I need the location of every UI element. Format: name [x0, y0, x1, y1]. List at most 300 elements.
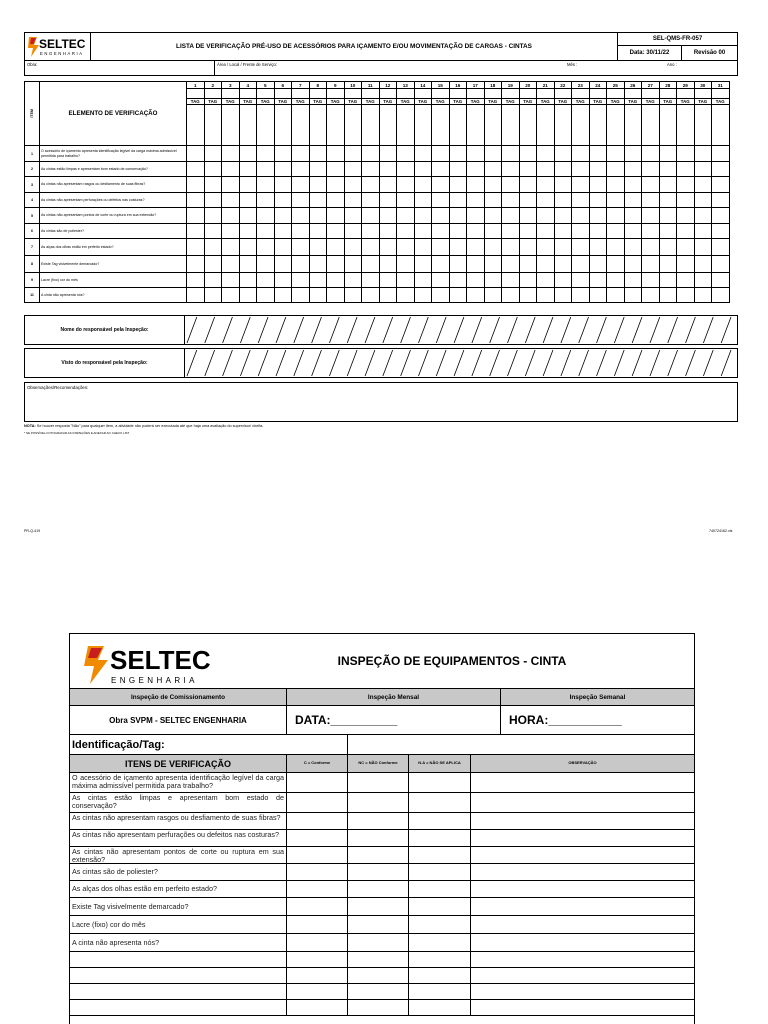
- ident-tag-field[interactable]: Identificação/Tag:: [70, 735, 348, 754]
- check-cell[interactable]: [397, 208, 415, 224]
- tag-value-cell[interactable]: [292, 105, 310, 146]
- conforme-cell[interactable]: [287, 934, 348, 951]
- check-cell[interactable]: [362, 162, 380, 177]
- observacao-cell[interactable]: [471, 1000, 694, 1015]
- check-cell[interactable]: [397, 288, 415, 303]
- check-cell[interactable]: [642, 224, 660, 239]
- day-status-cells[interactable]: [292, 89, 310, 99]
- check-cell[interactable]: [659, 146, 677, 162]
- check-cell[interactable]: [467, 256, 485, 273]
- check-cell[interactable]: [257, 162, 275, 177]
- check-cell[interactable]: [379, 224, 397, 239]
- tag-cell[interactable]: TAG: [712, 99, 730, 105]
- check-cell[interactable]: [642, 177, 660, 193]
- check-cell[interactable]: [467, 193, 485, 208]
- check-cell[interactable]: [694, 239, 712, 256]
- day-status-cells[interactable]: [589, 89, 607, 99]
- check-cell[interactable]: [309, 208, 327, 224]
- tag-value-cell[interactable]: [239, 105, 257, 146]
- nao-aplica-cell[interactable]: [409, 898, 471, 915]
- check-cell[interactable]: [397, 224, 415, 239]
- check-cell[interactable]: [292, 288, 310, 303]
- observacao-cell[interactable]: [471, 847, 694, 863]
- check-cell[interactable]: [222, 162, 240, 177]
- day-status-cells[interactable]: [239, 89, 257, 99]
- check-cell[interactable]: [484, 273, 502, 288]
- check-cell[interactable]: [589, 146, 607, 162]
- day-status-cells[interactable]: [712, 89, 730, 99]
- check-cell[interactable]: [274, 177, 292, 193]
- check-cell[interactable]: [589, 256, 607, 273]
- conforme-cell[interactable]: [287, 898, 348, 915]
- day-status-cells[interactable]: [362, 89, 380, 99]
- check-cell[interactable]: [344, 239, 362, 256]
- check-cell[interactable]: [467, 146, 485, 162]
- check-cell[interactable]: [502, 146, 520, 162]
- check-cell[interactable]: [362, 273, 380, 288]
- check-cell[interactable]: [677, 177, 695, 193]
- tag-value-cell[interactable]: [432, 105, 450, 146]
- check-cell[interactable]: [187, 288, 205, 303]
- conforme-cell[interactable]: [287, 916, 348, 933]
- check-cell[interactable]: [467, 273, 485, 288]
- check-cell[interactable]: [327, 239, 345, 256]
- check-cell[interactable]: [607, 177, 625, 193]
- check-cell[interactable]: [187, 162, 205, 177]
- insp-semanal[interactable]: Inspeção Semanal: [569, 693, 626, 701]
- check-cell[interactable]: [642, 146, 660, 162]
- check-cell[interactable]: [379, 256, 397, 273]
- day-status-cells[interactable]: [694, 89, 712, 99]
- tag-cell[interactable]: TAG: [642, 99, 660, 105]
- check-cell[interactable]: [554, 146, 572, 162]
- check-cell[interactable]: [292, 256, 310, 273]
- tag-cell[interactable]: TAG: [344, 99, 362, 105]
- day-status-cells[interactable]: [222, 89, 240, 99]
- observacao-cell[interactable]: [471, 916, 694, 933]
- day-status-cells[interactable]: [327, 89, 345, 99]
- check-cell[interactable]: [362, 193, 380, 208]
- nao-conforme-cell[interactable]: [348, 916, 409, 933]
- check-cell[interactable]: [537, 273, 555, 288]
- check-cell[interactable]: [607, 224, 625, 239]
- check-cell[interactable]: [222, 208, 240, 224]
- tag-cell[interactable]: TAG: [449, 99, 467, 105]
- check-cell[interactable]: [519, 146, 537, 162]
- check-cell[interactable]: [187, 146, 205, 162]
- check-cell[interactable]: [449, 146, 467, 162]
- check-cell[interactable]: [257, 146, 275, 162]
- responsible-visto-cells[interactable]: [185, 349, 737, 377]
- tag-cell[interactable]: TAG: [239, 99, 257, 105]
- check-cell[interactable]: [537, 239, 555, 256]
- tag-cell[interactable]: TAG: [677, 99, 695, 105]
- conforme-cell[interactable]: [287, 984, 348, 999]
- check-cell[interactable]: [274, 146, 292, 162]
- nao-aplica-cell[interactable]: [409, 968, 471, 983]
- observacao-cell[interactable]: [471, 968, 694, 983]
- tag-cell[interactable]: TAG: [187, 99, 205, 105]
- check-cell[interactable]: [572, 208, 590, 224]
- check-cell[interactable]: [239, 146, 257, 162]
- check-cell[interactable]: [204, 224, 222, 239]
- check-cell[interactable]: [274, 162, 292, 177]
- check-cell[interactable]: [309, 288, 327, 303]
- check-cell[interactable]: [502, 273, 520, 288]
- check-cell[interactable]: [694, 224, 712, 239]
- check-cell[interactable]: [449, 177, 467, 193]
- tag-cell[interactable]: TAG: [222, 99, 240, 105]
- check-cell[interactable]: [432, 193, 450, 208]
- check-cell[interactable]: [414, 177, 432, 193]
- check-cell[interactable]: [274, 193, 292, 208]
- check-cell[interactable]: [309, 224, 327, 239]
- tag-value-cell[interactable]: [624, 105, 642, 146]
- check-cell[interactable]: [712, 193, 730, 208]
- nao-aplica-cell[interactable]: [409, 984, 471, 999]
- day-status-cells[interactable]: [379, 89, 397, 99]
- check-cell[interactable]: [519, 256, 537, 273]
- check-cell[interactable]: [572, 273, 590, 288]
- tag-cell[interactable]: TAG: [694, 99, 712, 105]
- day-status-cells[interactable]: [624, 89, 642, 99]
- check-cell[interactable]: [222, 146, 240, 162]
- insp-mensal[interactable]: Inspeção Mensal: [287, 689, 501, 705]
- check-cell[interactable]: [659, 162, 677, 177]
- check-cell[interactable]: [432, 256, 450, 273]
- check-cell[interactable]: [589, 177, 607, 193]
- tag-value-cell[interactable]: [519, 105, 537, 146]
- check-cell[interactable]: [257, 224, 275, 239]
- check-cell[interactable]: [327, 177, 345, 193]
- check-cell[interactable]: [589, 288, 607, 303]
- check-cell[interactable]: [414, 239, 432, 256]
- check-cell[interactable]: [344, 273, 362, 288]
- conforme-cell[interactable]: [287, 813, 348, 829]
- check-cell[interactable]: [572, 162, 590, 177]
- check-cell[interactable]: [274, 273, 292, 288]
- observacao-cell[interactable]: [471, 984, 694, 999]
- check-cell[interactable]: [624, 256, 642, 273]
- check-cell[interactable]: [694, 273, 712, 288]
- check-cell[interactable]: [362, 224, 380, 239]
- check-cell[interactable]: [484, 162, 502, 177]
- check-cell[interactable]: [659, 193, 677, 208]
- tag-cell[interactable]: TAG: [484, 99, 502, 105]
- conforme-cell[interactable]: [287, 773, 348, 792]
- check-cell[interactable]: [187, 256, 205, 273]
- tag-cell[interactable]: TAG: [362, 99, 380, 105]
- check-cell[interactable]: [274, 208, 292, 224]
- check-cell[interactable]: [432, 208, 450, 224]
- check-cell[interactable]: [607, 273, 625, 288]
- tag-value-cell[interactable]: [257, 105, 275, 146]
- check-cell[interactable]: [414, 208, 432, 224]
- check-cell[interactable]: [309, 273, 327, 288]
- check-cell[interactable]: [379, 162, 397, 177]
- day-status-cells[interactable]: [659, 89, 677, 99]
- check-cell[interactable]: [467, 288, 485, 303]
- check-cell[interactable]: [677, 288, 695, 303]
- check-cell[interactable]: [502, 208, 520, 224]
- check-cell[interactable]: [204, 162, 222, 177]
- tag-cell[interactable]: TAG: [274, 99, 292, 105]
- check-cell[interactable]: [344, 177, 362, 193]
- tag-value-cell[interactable]: [449, 105, 467, 146]
- check-cell[interactable]: [397, 177, 415, 193]
- day-status-cells[interactable]: [642, 89, 660, 99]
- check-cell[interactable]: [624, 177, 642, 193]
- day-status-cells[interactable]: [537, 89, 555, 99]
- check-cell[interactable]: [204, 288, 222, 303]
- check-cell[interactable]: [257, 273, 275, 288]
- tag-cell[interactable]: TAG: [414, 99, 432, 105]
- day-status-cells[interactable]: [502, 89, 520, 99]
- tag-cell[interactable]: TAG: [502, 99, 520, 105]
- conforme-cell[interactable]: [287, 1000, 348, 1015]
- responsible-name-cells[interactable]: [185, 316, 737, 344]
- check-cell[interactable]: [607, 146, 625, 162]
- conforme-cell[interactable]: [287, 881, 348, 897]
- day-status-cells[interactable]: [467, 89, 485, 99]
- check-cell[interactable]: [712, 208, 730, 224]
- check-cell[interactable]: [239, 208, 257, 224]
- check-cell[interactable]: [642, 208, 660, 224]
- conforme-cell[interactable]: [287, 793, 348, 812]
- check-cell[interactable]: [677, 162, 695, 177]
- check-cell[interactable]: [502, 193, 520, 208]
- check-cell[interactable]: [327, 193, 345, 208]
- area-field[interactable]: Área / Local / Frente de Serviço:: [217, 62, 278, 67]
- check-cell[interactable]: [554, 208, 572, 224]
- check-cell[interactable]: [694, 146, 712, 162]
- observacao-cell[interactable]: [471, 934, 694, 951]
- nao-conforme-cell[interactable]: [348, 934, 409, 951]
- check-cell[interactable]: [257, 208, 275, 224]
- check-cell[interactable]: [519, 162, 537, 177]
- tag-cell[interactable]: TAG: [659, 99, 677, 105]
- check-cell[interactable]: [624, 224, 642, 239]
- check-cell[interactable]: [502, 162, 520, 177]
- check-cell[interactable]: [677, 193, 695, 208]
- check-cell[interactable]: [484, 239, 502, 256]
- check-cell[interactable]: [712, 239, 730, 256]
- tag-cell[interactable]: TAG: [327, 99, 345, 105]
- obra-field[interactable]: Obra:: [25, 61, 215, 75]
- check-cell[interactable]: [607, 256, 625, 273]
- check-cell[interactable]: [467, 208, 485, 224]
- check-cell[interactable]: [659, 177, 677, 193]
- check-cell[interactable]: [677, 239, 695, 256]
- mes-field[interactable]: Mês :: [567, 62, 578, 67]
- check-cell[interactable]: [432, 288, 450, 303]
- day-status-cells[interactable]: [449, 89, 467, 99]
- check-cell[interactable]: [327, 162, 345, 177]
- check-cell[interactable]: [379, 146, 397, 162]
- day-status-cells[interactable]: [344, 89, 362, 99]
- check-cell[interactable]: [484, 224, 502, 239]
- check-cell[interactable]: [204, 208, 222, 224]
- tag-cell[interactable]: TAG: [379, 99, 397, 105]
- check-cell[interactable]: [222, 273, 240, 288]
- check-cell[interactable]: [537, 193, 555, 208]
- check-cell[interactable]: [659, 208, 677, 224]
- tag-value-cell[interactable]: [344, 105, 362, 146]
- observacao-cell[interactable]: [471, 793, 694, 812]
- check-cell[interactable]: [712, 162, 730, 177]
- check-cell[interactable]: [659, 288, 677, 303]
- tag-value-cell[interactable]: [362, 105, 380, 146]
- check-cell[interactable]: [344, 224, 362, 239]
- check-cell[interactable]: [239, 177, 257, 193]
- check-cell[interactable]: [414, 193, 432, 208]
- check-cell[interactable]: [712, 146, 730, 162]
- day-status-cells[interactable]: [554, 89, 572, 99]
- check-cell[interactable]: [309, 239, 327, 256]
- check-cell[interactable]: [274, 288, 292, 303]
- check-cell[interactable]: [222, 193, 240, 208]
- check-cell[interactable]: [554, 239, 572, 256]
- observacao-cell[interactable]: [471, 952, 694, 967]
- check-cell[interactable]: [309, 162, 327, 177]
- check-cell[interactable]: [572, 224, 590, 239]
- check-cell[interactable]: [642, 256, 660, 273]
- day-status-cells[interactable]: [309, 89, 327, 99]
- check-cell[interactable]: [572, 193, 590, 208]
- data-field[interactable]: DATA:__________: [287, 706, 501, 734]
- check-cell[interactable]: [432, 146, 450, 162]
- tag-cell[interactable]: TAG: [572, 99, 590, 105]
- day-status-cells[interactable]: [519, 89, 537, 99]
- conforme-cell[interactable]: [287, 864, 348, 880]
- check-cell[interactable]: [519, 208, 537, 224]
- check-cell[interactable]: [187, 239, 205, 256]
- tag-value-cell[interactable]: [589, 105, 607, 146]
- tag-cell[interactable]: TAG: [292, 99, 310, 105]
- observacao-cell[interactable]: [471, 813, 694, 829]
- check-cell[interactable]: [204, 193, 222, 208]
- check-cell[interactable]: [624, 146, 642, 162]
- ident-value-cell[interactable]: [348, 735, 694, 754]
- tag-value-cell[interactable]: [467, 105, 485, 146]
- check-cell[interactable]: [554, 177, 572, 193]
- check-cell[interactable]: [292, 162, 310, 177]
- tag-value-cell[interactable]: [642, 105, 660, 146]
- nao-conforme-cell[interactable]: [348, 793, 409, 812]
- nao-conforme-cell[interactable]: [348, 881, 409, 897]
- check-cell[interactable]: [519, 239, 537, 256]
- hora-field[interactable]: HORA:___________: [509, 713, 622, 727]
- tag-value-cell[interactable]: [187, 105, 205, 146]
- check-cell[interactable]: [677, 208, 695, 224]
- check-cell[interactable]: [467, 239, 485, 256]
- nao-conforme-cell[interactable]: [348, 1000, 409, 1015]
- check-cell[interactable]: [589, 273, 607, 288]
- check-cell[interactable]: [362, 208, 380, 224]
- check-cell[interactable]: [642, 162, 660, 177]
- check-cell[interactable]: [397, 239, 415, 256]
- check-cell[interactable]: [572, 177, 590, 193]
- check-cell[interactable]: [589, 239, 607, 256]
- check-cell[interactable]: [204, 273, 222, 288]
- check-cell[interactable]: [537, 256, 555, 273]
- day-status-cells[interactable]: [484, 89, 502, 99]
- conforme-cell[interactable]: [287, 847, 348, 863]
- conforme-cell[interactable]: [287, 830, 348, 846]
- check-cell[interactable]: [659, 239, 677, 256]
- check-cell[interactable]: [677, 146, 695, 162]
- nao-conforme-cell[interactable]: [348, 898, 409, 915]
- tag-value-cell[interactable]: [484, 105, 502, 146]
- day-status-cells[interactable]: [607, 89, 625, 99]
- check-cell[interactable]: [274, 239, 292, 256]
- check-cell[interactable]: [484, 193, 502, 208]
- check-cell[interactable]: [432, 162, 450, 177]
- check-cell[interactable]: [379, 239, 397, 256]
- check-cell[interactable]: [292, 224, 310, 239]
- check-cell[interactable]: [484, 288, 502, 303]
- check-cell[interactable]: [484, 177, 502, 193]
- check-cell[interactable]: [239, 162, 257, 177]
- nao-aplica-cell[interactable]: [409, 881, 471, 897]
- check-cell[interactable]: [344, 208, 362, 224]
- check-cell[interactable]: [519, 193, 537, 208]
- check-cell[interactable]: [239, 273, 257, 288]
- nao-aplica-cell[interactable]: [409, 793, 471, 812]
- check-cell[interactable]: [327, 224, 345, 239]
- nao-conforme-cell[interactable]: [348, 847, 409, 863]
- tag-value-cell[interactable]: [572, 105, 590, 146]
- check-cell[interactable]: [204, 239, 222, 256]
- day-status-cells[interactable]: [572, 89, 590, 99]
- check-cell[interactable]: [379, 288, 397, 303]
- check-cell[interactable]: [502, 256, 520, 273]
- check-cell[interactable]: [449, 193, 467, 208]
- check-cell[interactable]: [397, 256, 415, 273]
- check-cell[interactable]: [484, 256, 502, 273]
- check-cell[interactable]: [292, 273, 310, 288]
- check-cell[interactable]: [204, 256, 222, 273]
- nao-conforme-cell[interactable]: [348, 984, 409, 999]
- check-cell[interactable]: [554, 288, 572, 303]
- check-cell[interactable]: [449, 162, 467, 177]
- check-cell[interactable]: [502, 177, 520, 193]
- tag-value-cell[interactable]: [397, 105, 415, 146]
- conforme-cell[interactable]: [287, 968, 348, 983]
- check-cell[interactable]: [537, 208, 555, 224]
- check-cell[interactable]: [607, 162, 625, 177]
- check-cell[interactable]: [309, 256, 327, 273]
- check-cell[interactable]: [712, 273, 730, 288]
- tag-value-cell[interactable]: [502, 105, 520, 146]
- check-cell[interactable]: [379, 208, 397, 224]
- check-cell[interactable]: [467, 162, 485, 177]
- check-cell[interactable]: [519, 224, 537, 239]
- conforme-cell[interactable]: [287, 952, 348, 967]
- tag-value-cell[interactable]: [677, 105, 695, 146]
- check-cell[interactable]: [642, 193, 660, 208]
- nao-aplica-cell[interactable]: [409, 830, 471, 846]
- tag-value-cell[interactable]: [327, 105, 345, 146]
- check-cell[interactable]: [414, 146, 432, 162]
- check-cell[interactable]: [449, 273, 467, 288]
- tag-value-cell[interactable]: [222, 105, 240, 146]
- check-cell[interactable]: [502, 288, 520, 303]
- check-cell[interactable]: [589, 208, 607, 224]
- check-cell[interactable]: [624, 193, 642, 208]
- check-cell[interactable]: [659, 256, 677, 273]
- observacao-cell[interactable]: [471, 898, 694, 915]
